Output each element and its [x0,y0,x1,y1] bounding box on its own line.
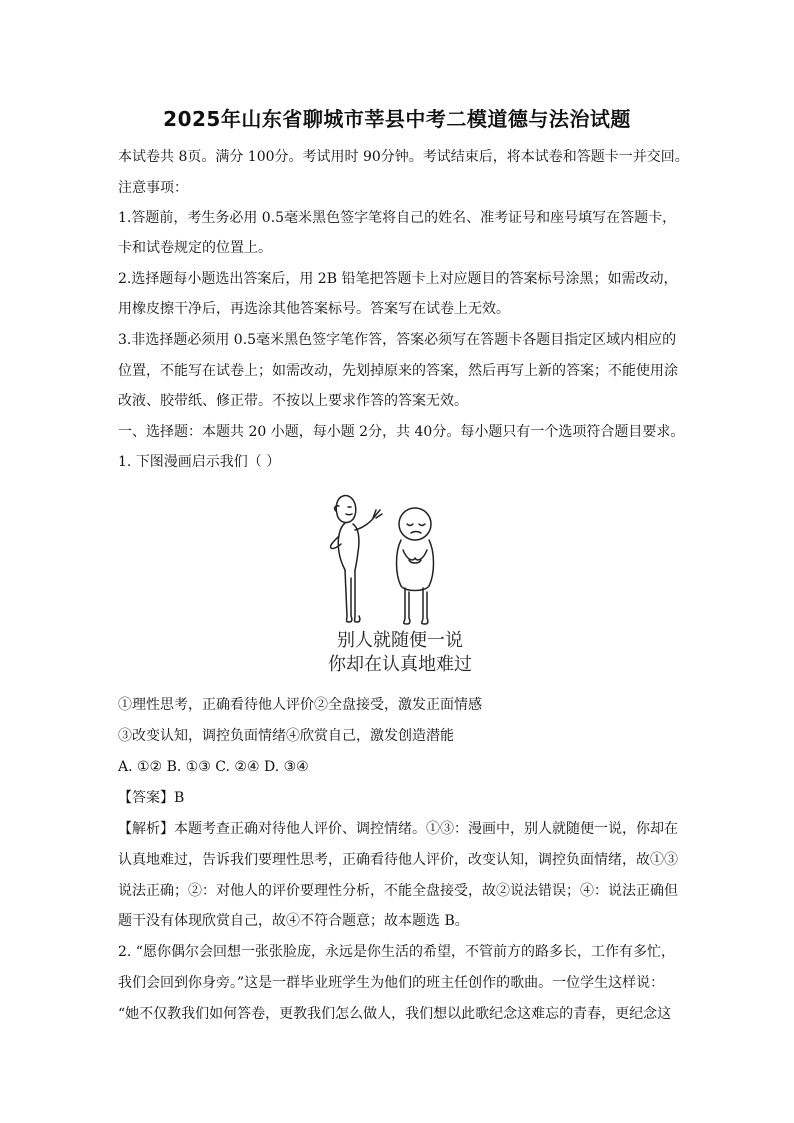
note-2-line-2: 用橡皮擦干净后，再选涂其他答案标号。答案写在试卷上无效。 [118,301,510,317]
question-2-line-2: 我们会回到你身旁。”这是一群毕业班学生为他们的班主任创作的歌曲。一位学生这样说： [118,975,665,991]
question-1-analysis-line-4: 题干没有体现欣赏自己，故④不符合题意；故本题选 B。 [118,913,469,929]
note-1-line-1: 1.答题前，考生务必用 0.5毫米黑色签字笔将自己的姓名、准考证号和座号填写在答题卡， [118,210,677,226]
question-1-analysis-line-2: 认真地难过，告诉我们要理性思考，正确看待他人评价，改变认知，调控负面情绪，故①③ [118,852,678,868]
question-1-analysis-line-1: 【解析】本题考查正确对待他人评价、调控情绪。①③：漫画中，别人就随便一说，你却在 [118,821,678,837]
question-1-options-line-2: ③改变认知，调控负面情绪④欣赏自己，激发创造潜能 [118,728,454,744]
notes-heading: 注意事项： [118,180,188,196]
question-1-answer: 【答案】B [118,790,185,806]
note-1-line-2: 卡和试卷规定的位置上。 [118,240,272,256]
page-title: 2025年山东省聊城市莘县中考二模道德与法治试题 [163,107,631,131]
question-2-line-3: “她不仅教我们如何答卷，更教我们怎么做人，我们想以此歌纪念这难忘的青春，更纪念这 [118,1006,672,1022]
exam-intro: 本试卷共 8页。满分 100分。考试用时 90分钟。考试结束后，将本试卷和答题卡一并交回。 [118,149,689,165]
question-1-analysis-line-3: 说法正确；②：对他人的评价要理性分析，不能全盘接受，故②说法错误；④：说法正确但 [118,883,678,899]
question-1-stem: 1. 下图漫画启示我们（ ） [118,454,281,470]
note-3-line-2: 位置，不能写在试卷上；如需改动，先划掉原来的答案，然后再写上新的答案；不能使用涂 [118,363,678,379]
cartoon-illustration [315,488,485,678]
question-1-choices: A. ①② B. ①③ C. ②④ D. ③④ [118,759,309,775]
question-1-options-line-1: ①理性思考，正确看待他人评价②全盘接受，激发正面情感 [118,697,482,713]
cartoon-caption-line-1: 别人就随便一说 [337,630,463,651]
cartoon-caption-line-2: 你却在认真地难过 [328,654,472,675]
note-2-line-1: 2.选择题每小题选出答案后，用 2B 铅笔把答题卡上对应题目的答案标号涂黑；如需改动， [118,271,678,287]
note-3-line-3: 改液、胶带纸、修正带。不按以上要求作答的答案无效。 [118,393,468,409]
section-heading: 一、选择题：本题共 20 小题，每小题 2分，共 40分。每小题只有一个选项符合题目要求。 [118,424,685,440]
note-3-line-1: 3.非选择题必须用 0.5毫米黑色签字笔作答，答案必须写在答题卡各题目指定区域内相应的 [118,332,677,348]
question-2-line-1: 2. “愿你偶尔会回想一张张脸庞，永远是你生活的希望，不管前方的路多长，工作有多忙， [118,944,675,960]
